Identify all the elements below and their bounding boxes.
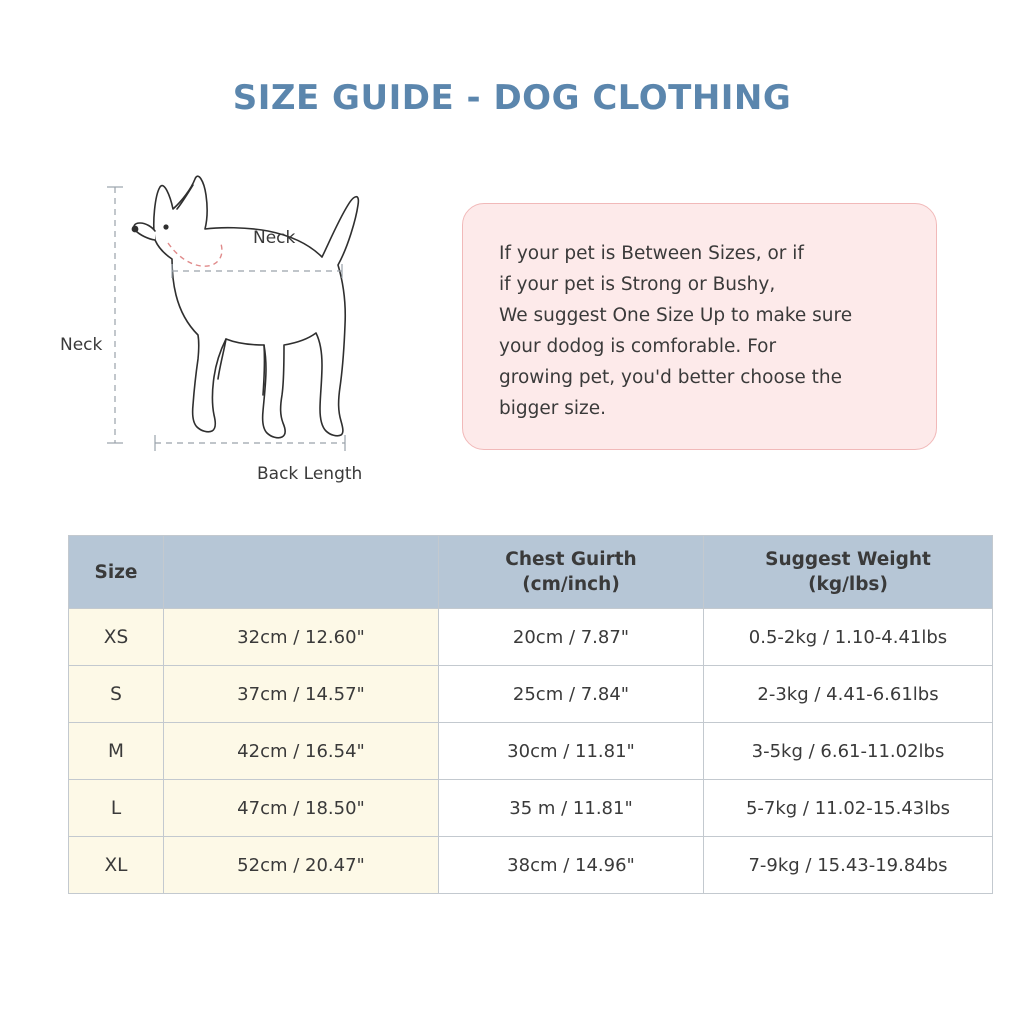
dog-illustration xyxy=(60,165,460,495)
table-header-chest-line1: Chest Guirth xyxy=(505,549,637,570)
table-header xyxy=(69,536,993,609)
table-row xyxy=(69,780,993,837)
cell-back-length: 37cm / 14.57" xyxy=(164,666,439,723)
cell-weight: 0.5-2kg / 1.10-4.41lbs xyxy=(704,609,993,666)
table-row xyxy=(69,837,993,894)
cell-size: XL xyxy=(69,837,164,894)
table-row xyxy=(69,609,993,666)
cell-chest: 38cm / 14.96" xyxy=(439,837,704,894)
cell-weight: 2-3kg / 4.41-6.61lbs xyxy=(704,666,993,723)
cell-weight: 3-5kg / 6.61-11.02lbs xyxy=(704,723,993,780)
cell-weight: 5-7kg / 11.02-15.43lbs xyxy=(704,780,993,837)
note-line-1: If your pet is Between Sizes, or if xyxy=(499,243,804,264)
table-header-row xyxy=(69,536,993,609)
cell-size: S xyxy=(69,666,164,723)
cell-size: M xyxy=(69,723,164,780)
table-header-chest-line2: (cm/inch) xyxy=(522,574,620,595)
size-table-wrapper xyxy=(68,535,956,894)
page-title: SIZE GUIDE - DOG CLOTHING xyxy=(232,78,792,118)
table-header-chest xyxy=(439,536,704,609)
label-neck-top: Neck xyxy=(253,228,296,248)
table-header-weight xyxy=(704,536,993,609)
table-row xyxy=(69,666,993,723)
label-neck-left: Neck xyxy=(60,335,103,355)
table-header-size: Size xyxy=(69,536,164,609)
cell-chest: 30cm / 11.81" xyxy=(439,723,704,780)
cell-chest: 20cm / 7.87" xyxy=(439,609,704,666)
cell-back-length: 32cm / 12.60" xyxy=(164,609,439,666)
cell-back-length: 47cm / 18.50" xyxy=(164,780,439,837)
cell-chest: 25cm / 7.84" xyxy=(439,666,704,723)
table-header-weight-line2: (kg/lbs) xyxy=(808,574,888,595)
note-line-5: growing pet, you'd better choose the xyxy=(499,367,843,388)
note-line-4: your dodog is comforable. For xyxy=(499,336,777,357)
cell-back-length: 42cm / 16.54" xyxy=(164,723,439,780)
cell-size: XS xyxy=(69,609,164,666)
table-header-weight-line1: Suggest Weight xyxy=(765,549,931,570)
cell-size: L xyxy=(69,780,164,837)
note-line-6: bigger size. xyxy=(499,398,606,419)
table-body xyxy=(69,609,993,894)
note-box xyxy=(462,203,937,450)
note-line-2: if your pet is Strong or Bushy, xyxy=(499,274,776,295)
table-header-back-length xyxy=(164,536,439,609)
label-back-length: Back Length xyxy=(257,464,363,484)
cell-weight: 7-9kg / 15.43-19.84bs xyxy=(704,837,993,894)
size-table xyxy=(68,535,993,894)
cell-chest: 35 m / 11.81" xyxy=(439,780,704,837)
cell-back-length: 52cm / 20.47" xyxy=(164,837,439,894)
note-line-3: We suggest One Size Up to make sure xyxy=(499,305,853,326)
note-text xyxy=(499,238,909,424)
table-row xyxy=(69,723,993,780)
